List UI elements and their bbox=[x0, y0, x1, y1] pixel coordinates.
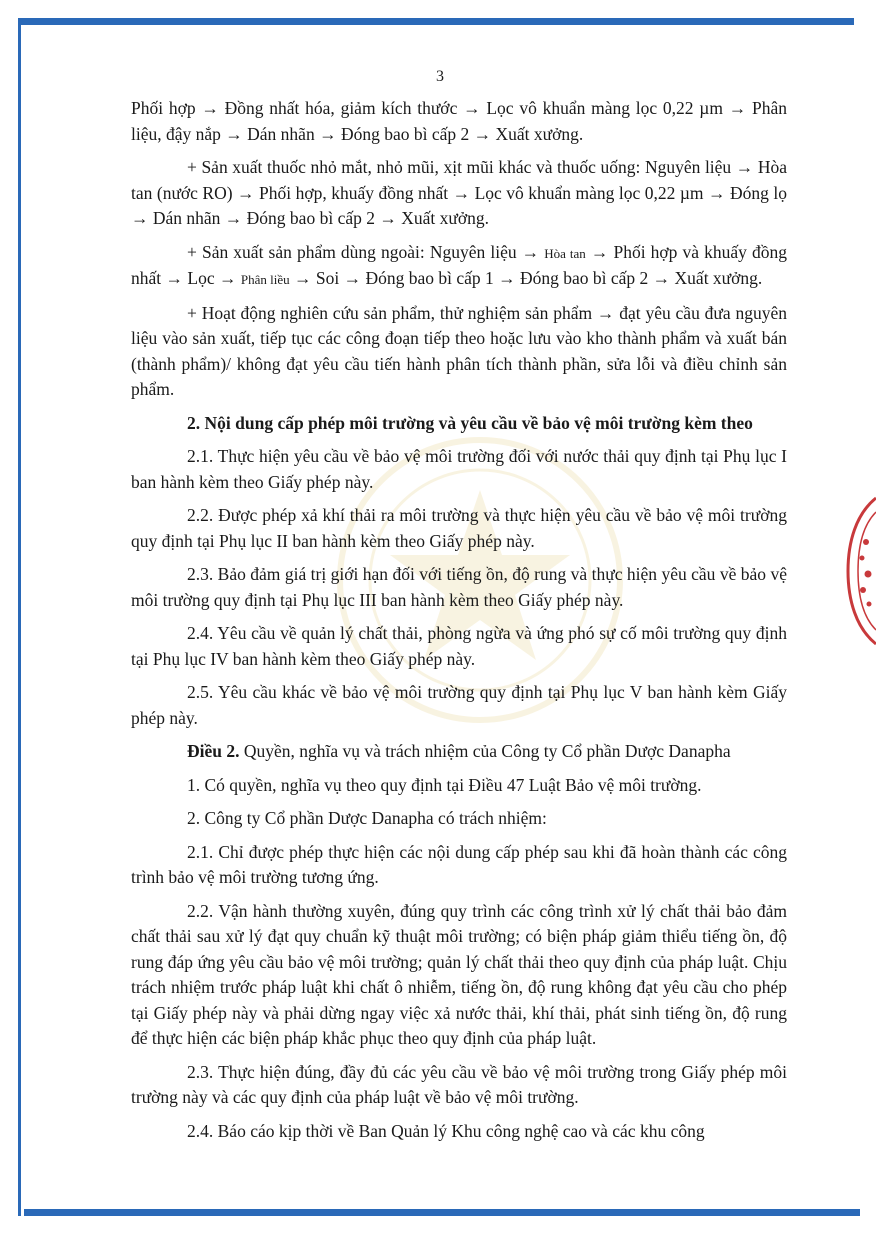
section-item: 2.2. Được phép xả khí thải ra môi trường và thực hiện yêu cầu về bảo vệ môi trường quy định tại Phụ lục II ban hành kèm theo Giấy phép này. bbox=[131, 505, 787, 551]
section-item: 2.5. Yêu cầu khác về bảo vệ môi trường quy định tại Phụ lục V ban hành kèm Giấy phép này. bbox=[131, 682, 787, 728]
text-run-small: Phân liều bbox=[240, 272, 290, 287]
article-title: Quyền, nghĩa vụ và trách nhiệm của Công ty Cổ phần Dược Danapha bbox=[243, 741, 731, 761]
paragraph-external-products bbox=[131, 240, 787, 293]
page-border-top bbox=[18, 18, 854, 25]
article-item: 1. Có quyền, nghĩa vụ theo quy định tại Điều 47 Luật Bảo vệ môi trường. bbox=[187, 774, 702, 795]
section-item: 2.1. Thực hiện yêu cầu về bảo vệ môi trường đối với nước thải quy định tại Phụ lục I ban hành kèm theo Giấy phép này. bbox=[131, 446, 787, 492]
article-label: Điều 2. bbox=[187, 741, 240, 761]
text-run: → Soi → Đóng bao bì cấp 1 → Đóng bao bì cấp 2 → Xuất xưởng. bbox=[293, 268, 763, 288]
page-border-bottom bbox=[24, 1209, 860, 1216]
article-item: 2.2. Vận hành thường xuyên, đúng quy trình các công trình xử lý chất thải bảo đảm chất thải sau xử lý đạt quy chuẩn kỹ thuật môi trường; có biện pháp giảm thiểu tiếng ồn, độ rung đáp ứng yêu cầu bảo vệ môi trường; quản lý chất thải theo quy định của pháp luật. Chịu trách nhiệm trước pháp luật khi chất ô nhiễm, tiếng ồn, độ rung không đạt yêu cầu cho phép tại Giấy phép này và phải dừng ngay việc xả nước thải, khí thải, phát sinh tiếng ồn, độ rung để thực hiện các biện pháp khắc phục theo quy định của pháp luật. bbox=[131, 900, 787, 1048]
article-item: 2. Công ty Cổ phần Dược Danapha có trách nhiệm: bbox=[187, 808, 547, 828]
page-number: 3 bbox=[436, 68, 444, 85]
section-item: 2.4. Yêu cầu về quản lý chất thải, phòng ngừa và ứng phó sự cố môi trường quy định tại Phụ lục IV ban hành kèm theo Giấy phép này. bbox=[131, 623, 787, 669]
section-item: 2.3. Bảo đảm giá trị giới hạn đối với tiếng ồn, độ rung và thực hiện yêu cầu về bảo vệ môi trường quy định tại Phụ lục III ban hành kèm theo Giấy phép này. bbox=[131, 564, 787, 610]
paragraph: Phối hợp → Đồng nhất hóa, giảm kích thước → Lọc vô khuẩn màng lọc 0,22 µm → Phân liệu, đậy nắp → Dán nhãn → Đóng bao bì cấp 2 → Xuất xưởng. bbox=[131, 98, 787, 144]
paragraph: + Sản xuất thuốc nhỏ mắt, nhỏ mũi, xịt mũi khác và thuốc uống: Nguyên liệu → Hòa tan (nước RO) → Phối hợp, khuấy đồng nhất → Lọc vô khuẩn màng lọc 0,22 µm → Đóng lọ → Dán nhãn → Đóng bao bì cấp 2 → Xuất xưởng. bbox=[131, 157, 787, 228]
article-item: 2.4. Báo cáo kịp thời về Ban Quản lý Khu công nghệ cao và các khu công bbox=[187, 1120, 705, 1141]
text-run-small: Hòa tan bbox=[544, 245, 586, 261]
text-run: + Sản xuất sản phẩm dùng ngoài: Nguyên liệu → bbox=[187, 241, 540, 262]
page-border-left bbox=[18, 18, 21, 1216]
section-heading: 2. Nội dung cấp phép môi trường và yêu cầu về bảo vệ môi trường kèm theo bbox=[187, 412, 753, 433]
paragraph: + Hoạt động nghiên cứu sản phẩm, thử nghiệm sản phẩm → đạt yêu cầu đưa nguyên liệu vào sản xuất, tiếp tục các công đoạn tiếp theo hoặc lưu vào kho thành phẩm và xuất bán (thành phẩm)/ không đạt yêu cầu tiến hành phân tích thành phần, sửa lỗi và điều chỉnh sản phẩm. bbox=[131, 302, 787, 399]
document-body bbox=[131, 96, 787, 1152]
article-item: 2.1. Chỉ được phép thực hiện các nội dung cấp phép sau khi đã hoàn thành các công trình bảo vệ môi trường tương ứng. bbox=[131, 841, 787, 887]
text-run: → Phối hợp và khuấy đồng nhất → Lọc → bbox=[131, 241, 787, 288]
article-item: 2.3. Thực hiện đúng, đầy đủ các yêu cầu về bảo vệ môi trường trong Giấy phép môi trường này và các quy định của pháp luật về bảo vệ môi trường. bbox=[131, 1061, 787, 1107]
article-heading bbox=[131, 739, 787, 765]
seal-stamp-edge bbox=[842, 494, 876, 648]
